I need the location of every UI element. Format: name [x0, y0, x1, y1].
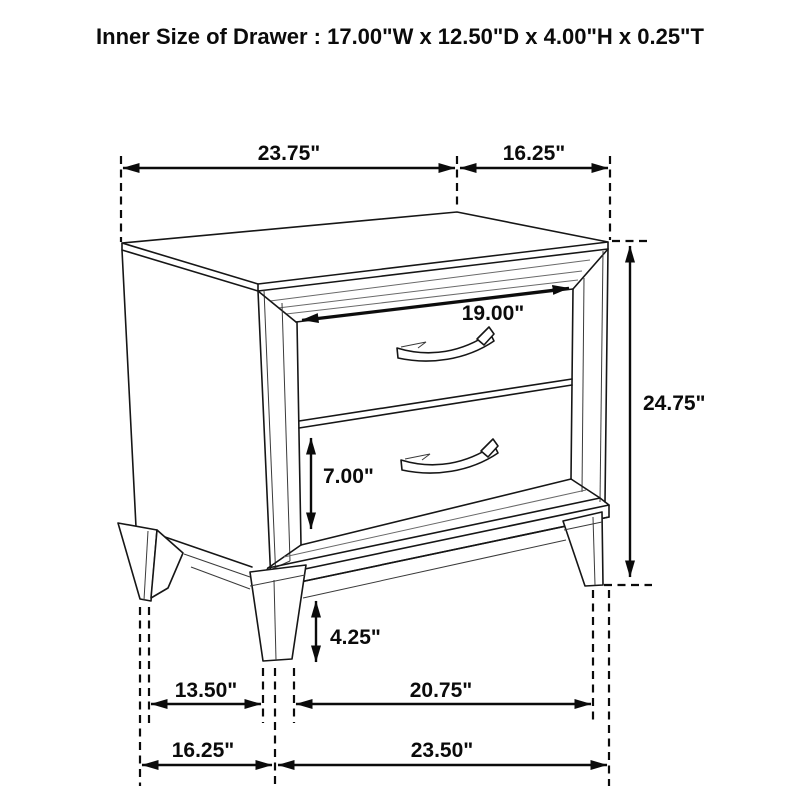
front-leg	[250, 565, 306, 661]
top-drawer-handle	[397, 327, 494, 361]
dim-base-width-outer: 23.50"	[410, 739, 474, 762]
top-surface	[122, 212, 608, 284]
back-left-leg	[118, 523, 183, 601]
drawer-divider-rail	[299, 379, 572, 428]
dim-base-depth-outer: 16.25"	[171, 739, 235, 762]
dim-leg-height: 4.25"	[330, 626, 381, 649]
base-apron	[184, 540, 566, 598]
dim-top-width: 23.75"	[257, 142, 321, 165]
bottom-drawer-handle	[401, 439, 498, 473]
dim-drawer-height: 7.00"	[323, 465, 374, 488]
right-leg	[563, 512, 603, 586]
dim-top-depth: 16.25"	[502, 142, 566, 165]
dim-drawer-width: 19.00"	[461, 302, 525, 325]
dim-base-depth-inner: 13.50"	[174, 679, 238, 702]
dim-overall-height: 24.75"	[643, 392, 706, 415]
page-title: Inner Size of Drawer : 17.00"W x 12.50"D x 4.00"H x 0.25"T	[96, 24, 704, 49]
dim-base-width-inner: 20.75"	[409, 679, 473, 702]
nightstand-drawing	[118, 212, 609, 661]
